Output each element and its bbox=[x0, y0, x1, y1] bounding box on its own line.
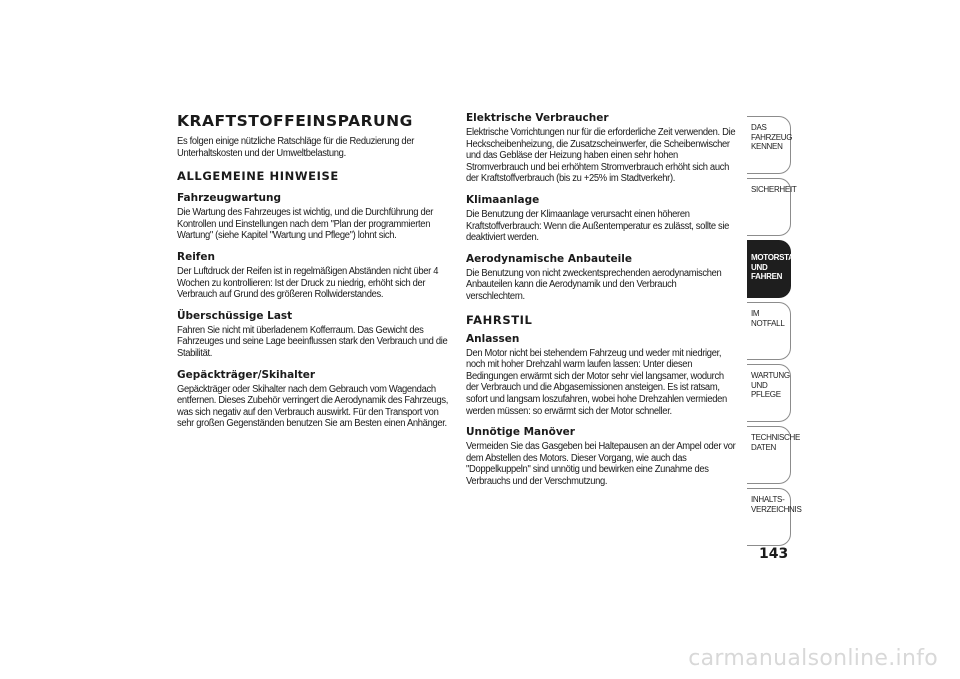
paragraph: Den Motor nicht bei stehendem Fahrzeug und weder mit niedriger, noch mit hoher Drehzahl warm laufen lassen: Unter diesen Bedingungen erwärmt sich der Motor sehr viel langsamer, wodurch der Verbrauch und die Abgasemissionen ansteigen. Es ist ratsam, sofort und langsam loszufahren, wobei hohe Drehzahlen vermieden werden müssen: so erwärmt sich der Motor schneller. bbox=[466, 347, 727, 417]
subheading-reifen: Reifen bbox=[177, 250, 215, 263]
chapter-tab-7[interactable]: INHALTS-VERZEICHNIS bbox=[747, 488, 791, 546]
paragraph: Gepäckträger oder Skihalter nach dem Gebrauch vom Wagendach entfernen. Dieses Zubehör verringert die Aerodynamik des Fahrzeugs, was sich negativ auf den Verbrauch auswirkt. Für den Transport von sehr großen Gegenständen benutzen Sie am Besten einen Anhänger. bbox=[177, 383, 449, 430]
right-items-bottom bbox=[466, 333, 738, 488]
chapter-tab-4[interactable]: IM NOTFALL bbox=[747, 302, 791, 360]
left-items bbox=[177, 192, 452, 430]
right-column bbox=[466, 112, 738, 487]
paragraph: Die Wartung des Fahrzeuges ist wichtig, und die Durchführung der Kontrollen und Einstellungen nach dem "Plan der programmierten Wartung" (siehe Kapitel "Wartung und Pflege") lohnt sich. bbox=[177, 207, 434, 242]
paragraph: Die Benutzung der Klimaanlage verursacht einen höheren Kraftstoffverbrauch: Wenn die Außentemperatur es zulässt, sollte sie deaktiviert werden. bbox=[466, 208, 730, 244]
paragraph: Elektrische Vorrichtungen nur für die erforderliche Zeit verwenden. Die Heckscheibenheizung, die Zusatzscheinwerfer, die Scheibenwischer und das Gebläse der Heizung haben einen sehr hohen Stromverbrauch und bei erhöhtem Stromverbrauch erhöht sich auch der Kraftstoffverbrauch (bis zu +25% im Stadtverkehr). bbox=[466, 127, 736, 185]
subheading-elektrische-verbraucher: Elektrische Verbraucher bbox=[466, 112, 609, 124]
watermark: carmanualsonline.info bbox=[688, 646, 938, 671]
chapter-tab-5[interactable]: WARTUNG UND PFLEGE bbox=[747, 364, 791, 422]
chapter-tab-1[interactable]: DAS FAHRZEUG KENNEN bbox=[747, 116, 791, 174]
subheading-unn-tige-man-ver: Unnötige Manöver bbox=[466, 426, 575, 439]
paragraph: Die Benutzung von nicht zweckentsprechenden aerodynamischen Anbauteilen kann die Aerodynamik und den Verbrauch verschlechtern. bbox=[466, 267, 722, 302]
right-items-top bbox=[466, 112, 738, 303]
page-number: 143 bbox=[759, 546, 789, 562]
paragraph: Der Luftdruck der Reifen ist in regelmäßigen Abständen nicht über 4 Wochen zu kontrollieren: Ist der Druck zu niedrig, erhöht sich der Verbrauch auf Grund des größeren Rollwiderstandes. bbox=[177, 265, 439, 301]
paragraph: Fahren Sie nicht mit überladenem Kofferraum. Das Gewicht des Fahrzeuges und seine Lage beeinflussen stark den Verbrauch und die Stabilität. bbox=[177, 324, 448, 359]
intro-text: Es folgen einige nützliche Ratschläge für die Reduzierung der Unterhaltskosten und der Umweltbelastung. bbox=[177, 136, 415, 159]
subheading-klimaanlage: Klimaanlage bbox=[466, 193, 540, 206]
left-column bbox=[177, 112, 452, 430]
section-title-general: ALLGEMEINE HINWEISE bbox=[177, 169, 339, 184]
subheading-gep-cktr-ger-skihalter: Gepäckträger/Skihalter bbox=[177, 368, 316, 381]
chapter-tab-3[interactable]: MOTORSTART UND FAHREN bbox=[747, 240, 791, 298]
section-title-driving-style: FAHRSTIL bbox=[466, 312, 533, 327]
chapter-tabs bbox=[747, 116, 804, 550]
subheading-anlassen: Anlassen bbox=[466, 332, 520, 345]
subheading--bersch-ssige-last: Überschüssige Last bbox=[177, 309, 293, 322]
subheading-fahrzeugwartung: Fahrzeugwartung bbox=[177, 192, 281, 205]
chapter-tab-6[interactable]: TECHNISCHE DATEN bbox=[747, 426, 791, 484]
page-title: KRAFTSTOFFEINSPARUNG bbox=[177, 112, 413, 130]
subheading-aerodynamische-anbauteile: Aerodynamische Anbauteile bbox=[466, 252, 632, 265]
chapter-tab-2[interactable]: SICHERHEIT bbox=[747, 178, 791, 236]
paragraph: Vermeiden Sie das Gasgeben bei Haltepausen an der Ampel oder vor dem Abstellen des Motors. Dieser Vorgang, wie auch das "Doppelkuppeln" sind unnötig und bewirken eine Zunahme des Verbrauchs und der Verschmutzung. bbox=[466, 441, 736, 487]
